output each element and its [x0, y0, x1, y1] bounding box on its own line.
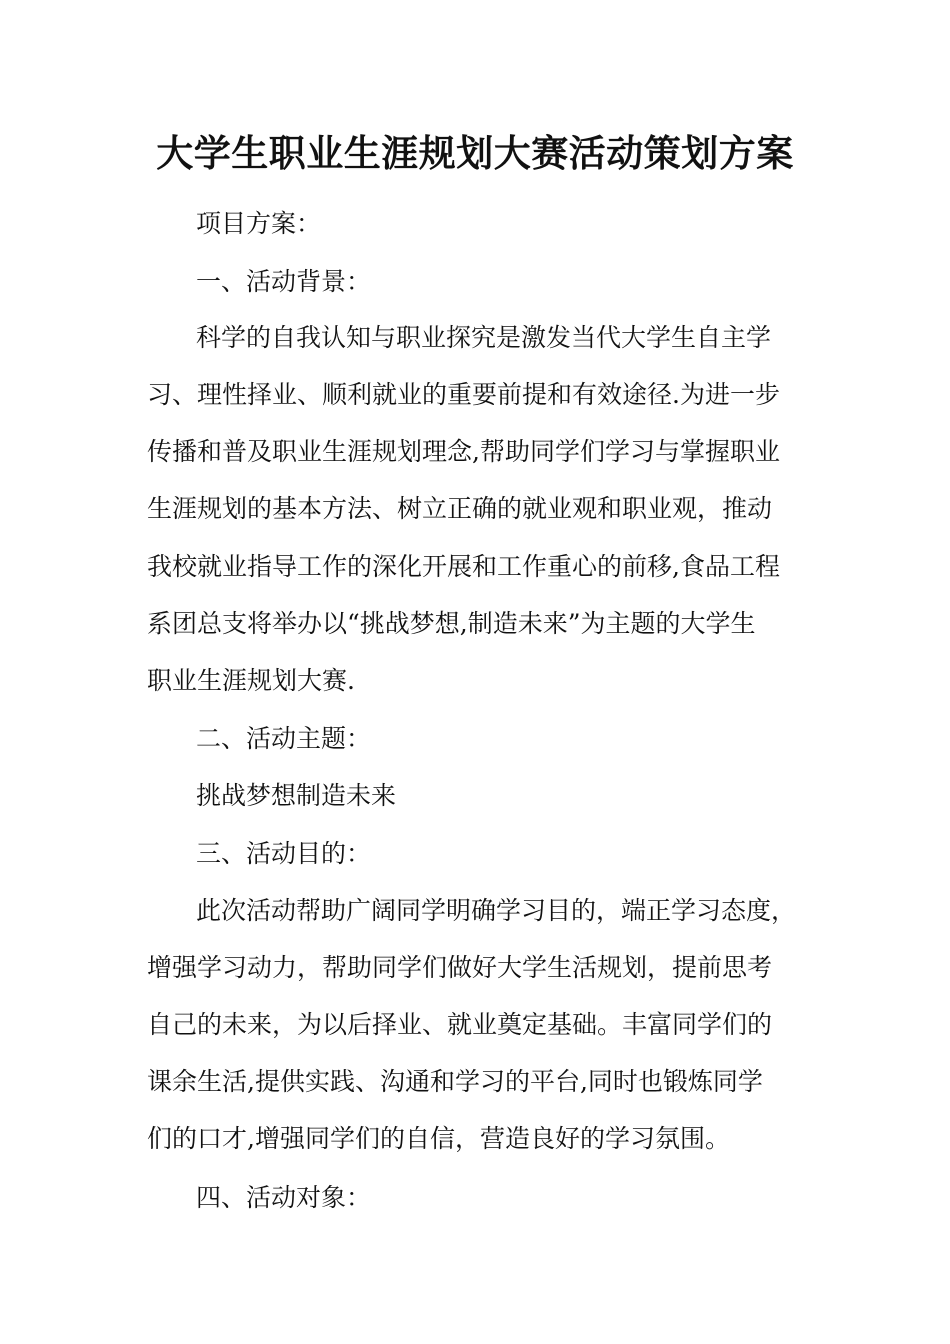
paragraph-line: 职业生涯规划大赛.	[147, 666, 355, 695]
paragraph-line: 此次活动帮助广阔同学明确学习目的，端正学习态度，	[196, 896, 797, 925]
section-heading-background: 一、活动背景：	[196, 267, 372, 296]
section-heading-purpose: 三、活动目的：	[196, 839, 372, 868]
paragraph-line: 习、理性择业、顺利就业的重要前提和有效途径.为进一步	[147, 380, 780, 409]
section-heading-project-plan: 项目方案：	[196, 209, 322, 238]
section-heading-audience: 四、活动对象：	[196, 1183, 372, 1212]
paragraph-line: 系团总支将举办以“挑战梦想,制造未来”为主题的大学生	[147, 609, 756, 638]
section-heading-theme: 二、活动主题：	[196, 724, 372, 753]
theme-text: 挑战梦想制造未来	[196, 781, 397, 810]
paragraph-line: 传播和普及职业生涯规划理念,帮助同学们学习与掌握职业	[147, 437, 780, 466]
paragraph-line: 科学的自我认知与职业探究是激发当代大学生自主学	[196, 323, 772, 352]
paragraph-line: 生涯规划的基本方法、树立正确的就业观和职业观，推动	[147, 494, 773, 523]
paragraph-line: 课余生活,提供实践、沟通和学习的平台,同时也锻炼同学	[147, 1067, 763, 1096]
paragraph-line: 自己的未来，为以后择业、就业奠定基础。丰富同学们的	[147, 1010, 773, 1039]
document-title: 大学生职业生涯规划大赛活动策划方案	[156, 131, 794, 175]
paragraph-line: 们的口才,增强同学们的自信，营造良好的学习氛围。	[147, 1124, 730, 1153]
paragraph-line: 我校就业指导工作的深化开展和工作重心的前移,食品工程	[147, 552, 780, 581]
paragraph-line: 增强学习动力，帮助同学们做好大学生活规划，提前思考	[147, 953, 773, 982]
